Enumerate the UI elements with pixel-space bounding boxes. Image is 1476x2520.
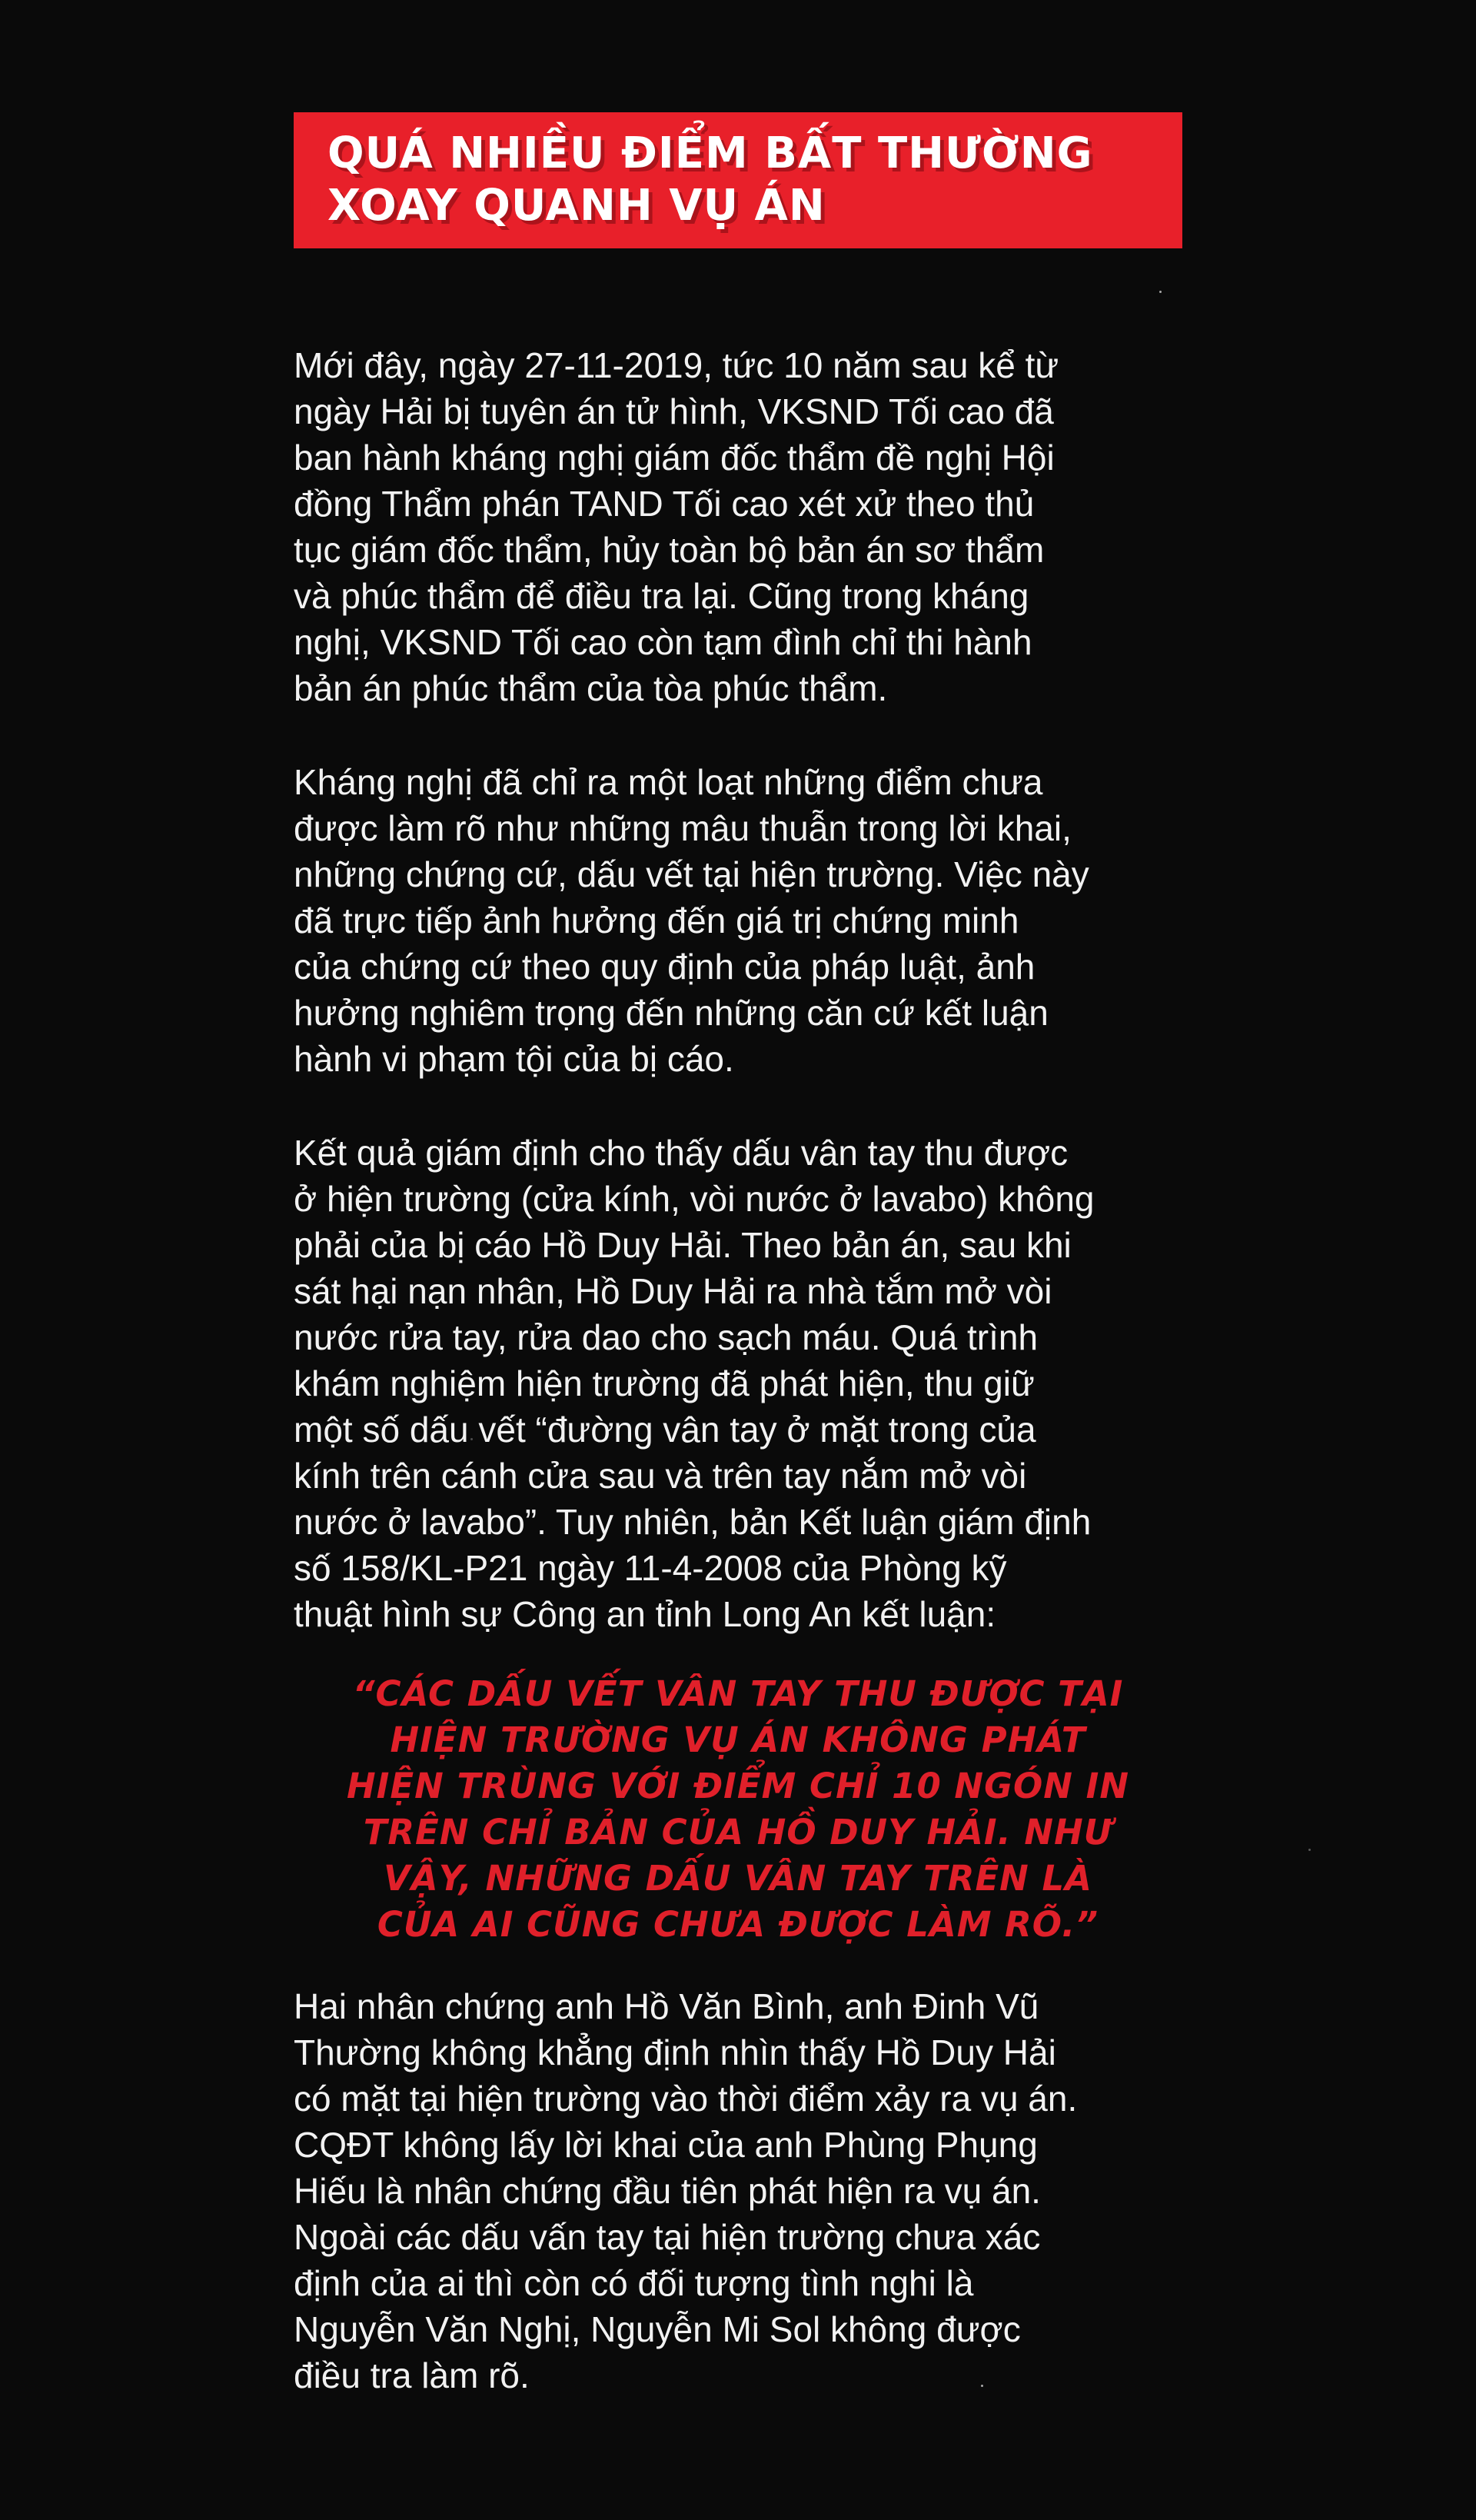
text-line: kính trên cánh cửa sau và trên tay nắm mở vòi [294, 1456, 1027, 1496]
text-line: ban hành kháng nghị giám đốc thẩm đề nghị Hội [294, 438, 1055, 478]
text-line: Kết quả giám định cho thấy dấu vân tay thu được [294, 1133, 1069, 1173]
text-line: và phúc thẩm để điều tra lại. Cũng trong kháng [294, 576, 1029, 616]
text-line: của chứng cứ theo quy định của pháp luật, ảnh [294, 947, 1036, 987]
text-line: phải của bị cáo Hồ Duy Hải. Theo bản án, sau khi [294, 1225, 1072, 1265]
text-line: Ngoài các dấu vấn tay tại hiện trường chưa xác [294, 2217, 1041, 2257]
section-heading [294, 112, 1182, 248]
text-line: hành vi phạm tội của bị cáo. [294, 1039, 734, 1079]
text-line: Kháng nghị đã chỉ ra một loạt những điểm chưa [294, 762, 1043, 802]
text-line: Nguyễn Văn Nghị, Nguyễn Mi Sol không được [294, 2309, 1021, 2349]
quote-line: TRÊN CHỈ BẢN CỦA HỒ DUY HẢI. NHƯ [363, 1812, 1113, 1853]
pull-quote [294, 1671, 1182, 1948]
text-line: định của ai thì còn có đối tượng tình nghi là [294, 2263, 974, 2303]
text-line: thuật hình sự Công an tỉnh Long An kết luận: [294, 1594, 996, 1634]
text-line: số 158/KL-P21 ngày 11-4-2008 của Phòng kỹ [294, 1548, 1007, 1588]
text-line: Hai nhân chứng anh Hồ Văn Bình, anh Đinh Vũ [294, 1986, 1039, 2026]
text-line: điều tra làm rõ. [294, 2355, 530, 2395]
text-line: những chứng cứ, dấu vết tại hiện trường. Việc này [294, 854, 1089, 894]
paragraph-4 [294, 1983, 1182, 2398]
paragraph-2 [294, 759, 1182, 1082]
text-line: được làm rõ như những mâu thuẫn trong lời khai, [294, 808, 1072, 848]
text-line: nước rửa tay, rửa dao cho sạch máu. Quá trình [294, 1317, 1039, 1357]
text-line: có mặt tại hiện trường vào thời điểm xảy ra vụ án. [294, 2079, 1078, 2119]
grain-speck [1308, 1849, 1311, 1851]
text-line: khám nghiệm hiện trường đã phát hiện, thu giữ [294, 1363, 1035, 1403]
text-line: đã trực tiếp ảnh hưởng đến giá trị chứng minh [294, 900, 1019, 940]
text-line: bản án phúc thẩm của tòa phúc thẩm. [294, 668, 888, 708]
text-line: Mới đây, ngày 27-11-2019, tức 10 năm sau kể từ [294, 345, 1059, 385]
text-line: Hiếu là nhân chứng đầu tiên phát hiện ra vụ án. [294, 2171, 1041, 2211]
text-line: một số dấu vết “đường vân tay ở mặt trong của [294, 1410, 1036, 1450]
paragraph-3 [294, 1130, 1182, 1637]
text-line: ngày Hải bị tuyên án tử hình, VKSND Tối cao đã [294, 391, 1054, 431]
text-line: nghị, VKSND Tối cao còn tạm đình chỉ thi hành [294, 622, 1032, 662]
text-line: đồng Thẩm phán TAND Tối cao xét xử theo thủ [294, 484, 1035, 524]
quote-line: CỦA AI CŨNG CHƯA ĐƯỢC LÀM RÕ.” [377, 1904, 1099, 1945]
text-line: ở hiện trường (cửa kính, vòi nước ở lavabo) không [294, 1179, 1095, 1219]
quote-line: “CÁC DẤU VẾT VÂN TAY THU ĐƯỢC TẠI [352, 1673, 1124, 1714]
quote-line: HIỆN TRÙNG VỚI ĐIỂM CHỈ 10 NGÓN IN [346, 1766, 1130, 1806]
quote-line: HIỆN TRƯỜNG VỤ ÁN KHÔNG PHÁT [390, 1719, 1086, 1760]
text-line: Thường không khẳng định nhìn thấy Hồ Duy Hải [294, 2032, 1056, 2072]
text-line: nước ở lavabo”. Tuy nhiên, bản Kết luận giám định [294, 1502, 1092, 1542]
heading-line-1: QUÁ NHIỀU ĐIỂM BẤT THƯỜNG [327, 128, 1093, 178]
paragraph-1 [294, 342, 1182, 711]
text-line: hưởng nghiêm trọng đến những căn cứ kết luận [294, 993, 1049, 1033]
text-line: sát hại nạn nhân, Hồ Duy Hải ra nhà tắm mở vòi [294, 1271, 1052, 1311]
article [294, 112, 1182, 2398]
text-line: tục giám đốc thẩm, hủy toàn bộ bản án sơ thẩm [294, 530, 1045, 570]
quote-line: VẬY, NHỮNG DẤU VÂN TAY TRÊN LÀ [383, 1858, 1093, 1899]
text-line: CQĐT không lấy lời khai của anh Phùng Phụng [294, 2125, 1038, 2165]
heading-line-2: XOAY QUANH VỤ ÁN [327, 181, 826, 231]
